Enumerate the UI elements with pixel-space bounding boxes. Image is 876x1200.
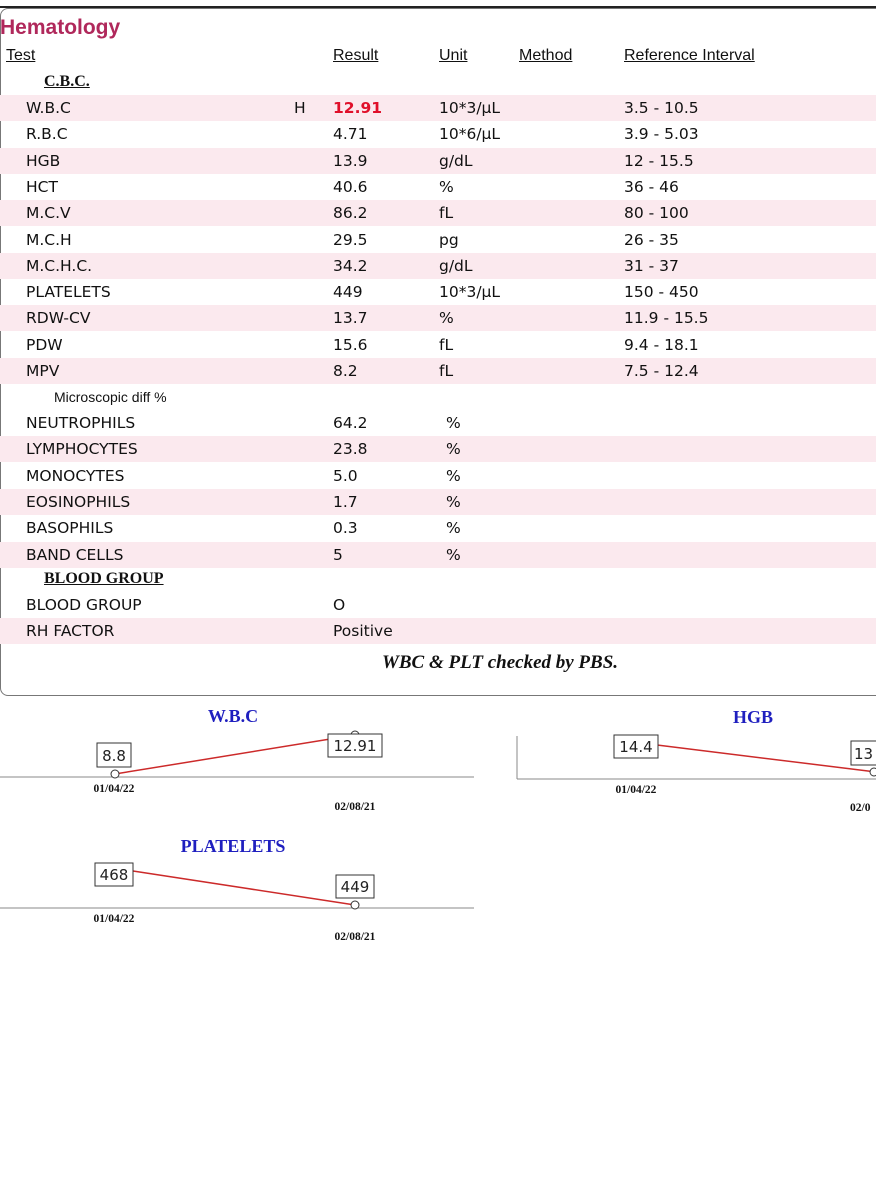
unit-value: % bbox=[439, 177, 454, 196]
result-value: 64.2 bbox=[333, 414, 368, 432]
unit-value: % bbox=[446, 492, 461, 511]
test-name: MONOCYTES bbox=[26, 466, 125, 485]
result-value: 4.71 bbox=[333, 125, 368, 144]
result-value: 40.6 bbox=[333, 177, 368, 196]
flag-indicator: H bbox=[294, 99, 306, 117]
result-value: 8.2 bbox=[333, 362, 358, 380]
platelets-date-1: 01/04/22 bbox=[93, 913, 135, 925]
table-row bbox=[0, 279, 876, 305]
table-row bbox=[0, 410, 876, 436]
test-name: LYMPHOCYTES bbox=[26, 440, 138, 459]
wbc-trend-line bbox=[115, 735, 355, 774]
wbc-chart-title: W.B.C bbox=[207, 706, 259, 726]
reference-interval: 31 - 37 bbox=[624, 256, 679, 275]
result-value: 5 bbox=[333, 545, 343, 564]
wbc-trend-chart bbox=[0, 700, 480, 840]
test-name: M.C.V bbox=[26, 204, 71, 223]
unit-value: fL bbox=[439, 204, 454, 223]
reference-interval: 12 - 15.5 bbox=[624, 151, 694, 170]
reference-interval: 7.5 - 12.4 bbox=[624, 362, 699, 380]
reference-interval: 26 - 35 bbox=[624, 230, 679, 249]
unit-value: % bbox=[446, 545, 461, 564]
reference-interval: 3.9 - 5.03 bbox=[624, 125, 699, 144]
hgb-date-1: 01/04/22 bbox=[615, 784, 657, 796]
unit-value: % bbox=[446, 414, 461, 432]
unit-value: 10*6/µL bbox=[439, 125, 501, 144]
header-test: Test bbox=[6, 47, 36, 64]
table-row bbox=[0, 515, 876, 541]
top-border bbox=[0, 0, 876, 8]
test-name: BASOPHILS bbox=[26, 519, 114, 538]
result-value: 12.91 bbox=[333, 99, 383, 117]
table-row bbox=[0, 305, 876, 331]
result-value: 29.5 bbox=[333, 230, 368, 249]
hgb-date-2: 02/0 bbox=[850, 802, 871, 814]
unit-value: g/dL bbox=[439, 256, 473, 275]
unit-value: pg bbox=[439, 230, 459, 249]
result-value: 5.0 bbox=[333, 466, 358, 485]
reference-interval: 11.9 - 15.5 bbox=[624, 309, 709, 328]
unit-value: % bbox=[446, 519, 461, 538]
test-name: NEUTROPHILS bbox=[26, 414, 136, 432]
pbs-note: WBC & PLT checked by PBS. bbox=[381, 652, 619, 673]
hgb-trend-chart bbox=[510, 700, 876, 840]
test-name: M.C.H.C. bbox=[26, 256, 93, 275]
table-row bbox=[0, 174, 876, 200]
test-name: BAND CELLS bbox=[26, 545, 124, 564]
test-name: PDW bbox=[26, 335, 63, 354]
table-row bbox=[0, 148, 876, 174]
hgb-value-label-2: 13 bbox=[854, 745, 874, 763]
header-reference: Reference Interval bbox=[624, 47, 755, 64]
hgb-chart-title: HGB bbox=[732, 707, 774, 727]
result-value: 34.2 bbox=[333, 256, 368, 275]
result-value: 1.7 bbox=[333, 492, 358, 511]
test-name: RDW-CV bbox=[26, 309, 91, 328]
wbc-date-1: 01/04/22 bbox=[93, 783, 135, 795]
hgb-value-label-1: 14.4 bbox=[619, 738, 653, 756]
result-value: 0.3 bbox=[333, 519, 358, 538]
platelets-value-label-1: 468 bbox=[99, 866, 129, 884]
platelets-point-2 bbox=[351, 901, 359, 909]
result-value: Positive bbox=[333, 622, 393, 641]
table-row bbox=[0, 618, 876, 644]
table-row bbox=[0, 253, 876, 279]
test-name: PLATELETS bbox=[26, 283, 111, 302]
wbc-value-label-2: 12.91 bbox=[333, 737, 377, 755]
result-value: 449 bbox=[333, 283, 363, 302]
table-row bbox=[0, 332, 876, 358]
result-value: 13.9 bbox=[333, 151, 368, 170]
unit-value: 10*3/µL bbox=[439, 99, 501, 117]
section-blood-group: BLOOD GROUP bbox=[44, 570, 164, 587]
table-row bbox=[0, 463, 876, 489]
section-microscopic-diff: Microscopic diff % bbox=[54, 389, 167, 405]
reference-interval: 80 - 100 bbox=[624, 204, 689, 223]
test-name: RH FACTOR bbox=[26, 622, 115, 641]
table-row bbox=[0, 95, 876, 121]
test-name: BLOOD GROUP bbox=[26, 596, 142, 614]
result-value: 15.6 bbox=[333, 335, 368, 354]
platelets-trend-line bbox=[133, 871, 355, 905]
platelets-value-label-2: 449 bbox=[340, 878, 370, 896]
unit-value: % bbox=[439, 309, 454, 328]
reference-interval: 36 - 46 bbox=[624, 177, 679, 196]
table-row bbox=[0, 121, 876, 147]
test-name: HCT bbox=[26, 177, 58, 196]
report-title: Hematology bbox=[0, 16, 121, 39]
platelets-trend-chart bbox=[0, 830, 480, 960]
result-value: 86.2 bbox=[333, 204, 368, 223]
table-row bbox=[0, 489, 876, 515]
unit-value: fL bbox=[439, 362, 454, 380]
header-unit: Unit bbox=[439, 47, 468, 64]
header-result: Result bbox=[333, 47, 379, 64]
table-row bbox=[0, 227, 876, 253]
hgb-trend-line bbox=[657, 745, 876, 772]
wbc-value-label-1: 8.8 bbox=[102, 747, 126, 765]
reference-interval: 150 - 450 bbox=[624, 283, 699, 302]
test-name: R.B.C bbox=[26, 125, 68, 144]
unit-value: g/dL bbox=[439, 151, 473, 170]
test-name: W.B.C bbox=[26, 99, 71, 117]
result-value: 13.7 bbox=[333, 309, 368, 328]
wbc-date-2: 02/08/21 bbox=[334, 801, 376, 813]
unit-value: % bbox=[446, 466, 461, 485]
platelets-chart-title: PLATELETS bbox=[180, 836, 286, 856]
result-value: 23.8 bbox=[333, 440, 368, 459]
header-method: Method bbox=[519, 47, 573, 64]
unit-value: fL bbox=[439, 335, 454, 354]
table-row bbox=[0, 200, 876, 226]
hgb-point-2 bbox=[870, 768, 876, 776]
test-name: HGB bbox=[26, 151, 61, 170]
result-value: O bbox=[333, 596, 346, 614]
wbc-point-1 bbox=[111, 770, 119, 778]
reference-interval: 9.4 - 18.1 bbox=[624, 335, 699, 354]
test-name: M.C.H bbox=[26, 230, 72, 249]
section-cbc: C.B.C. bbox=[44, 73, 90, 90]
reference-interval: 3.5 - 10.5 bbox=[624, 99, 699, 117]
table-row bbox=[0, 358, 876, 384]
platelets-date-2: 02/08/21 bbox=[334, 931, 376, 943]
table-row bbox=[0, 542, 876, 568]
test-name: MPV bbox=[26, 362, 60, 380]
unit-value: % bbox=[446, 440, 461, 459]
table-row bbox=[0, 436, 876, 462]
table-row bbox=[0, 592, 876, 618]
test-name: EOSINOPHILS bbox=[26, 492, 131, 511]
unit-value: 10*3/µL bbox=[439, 283, 501, 302]
